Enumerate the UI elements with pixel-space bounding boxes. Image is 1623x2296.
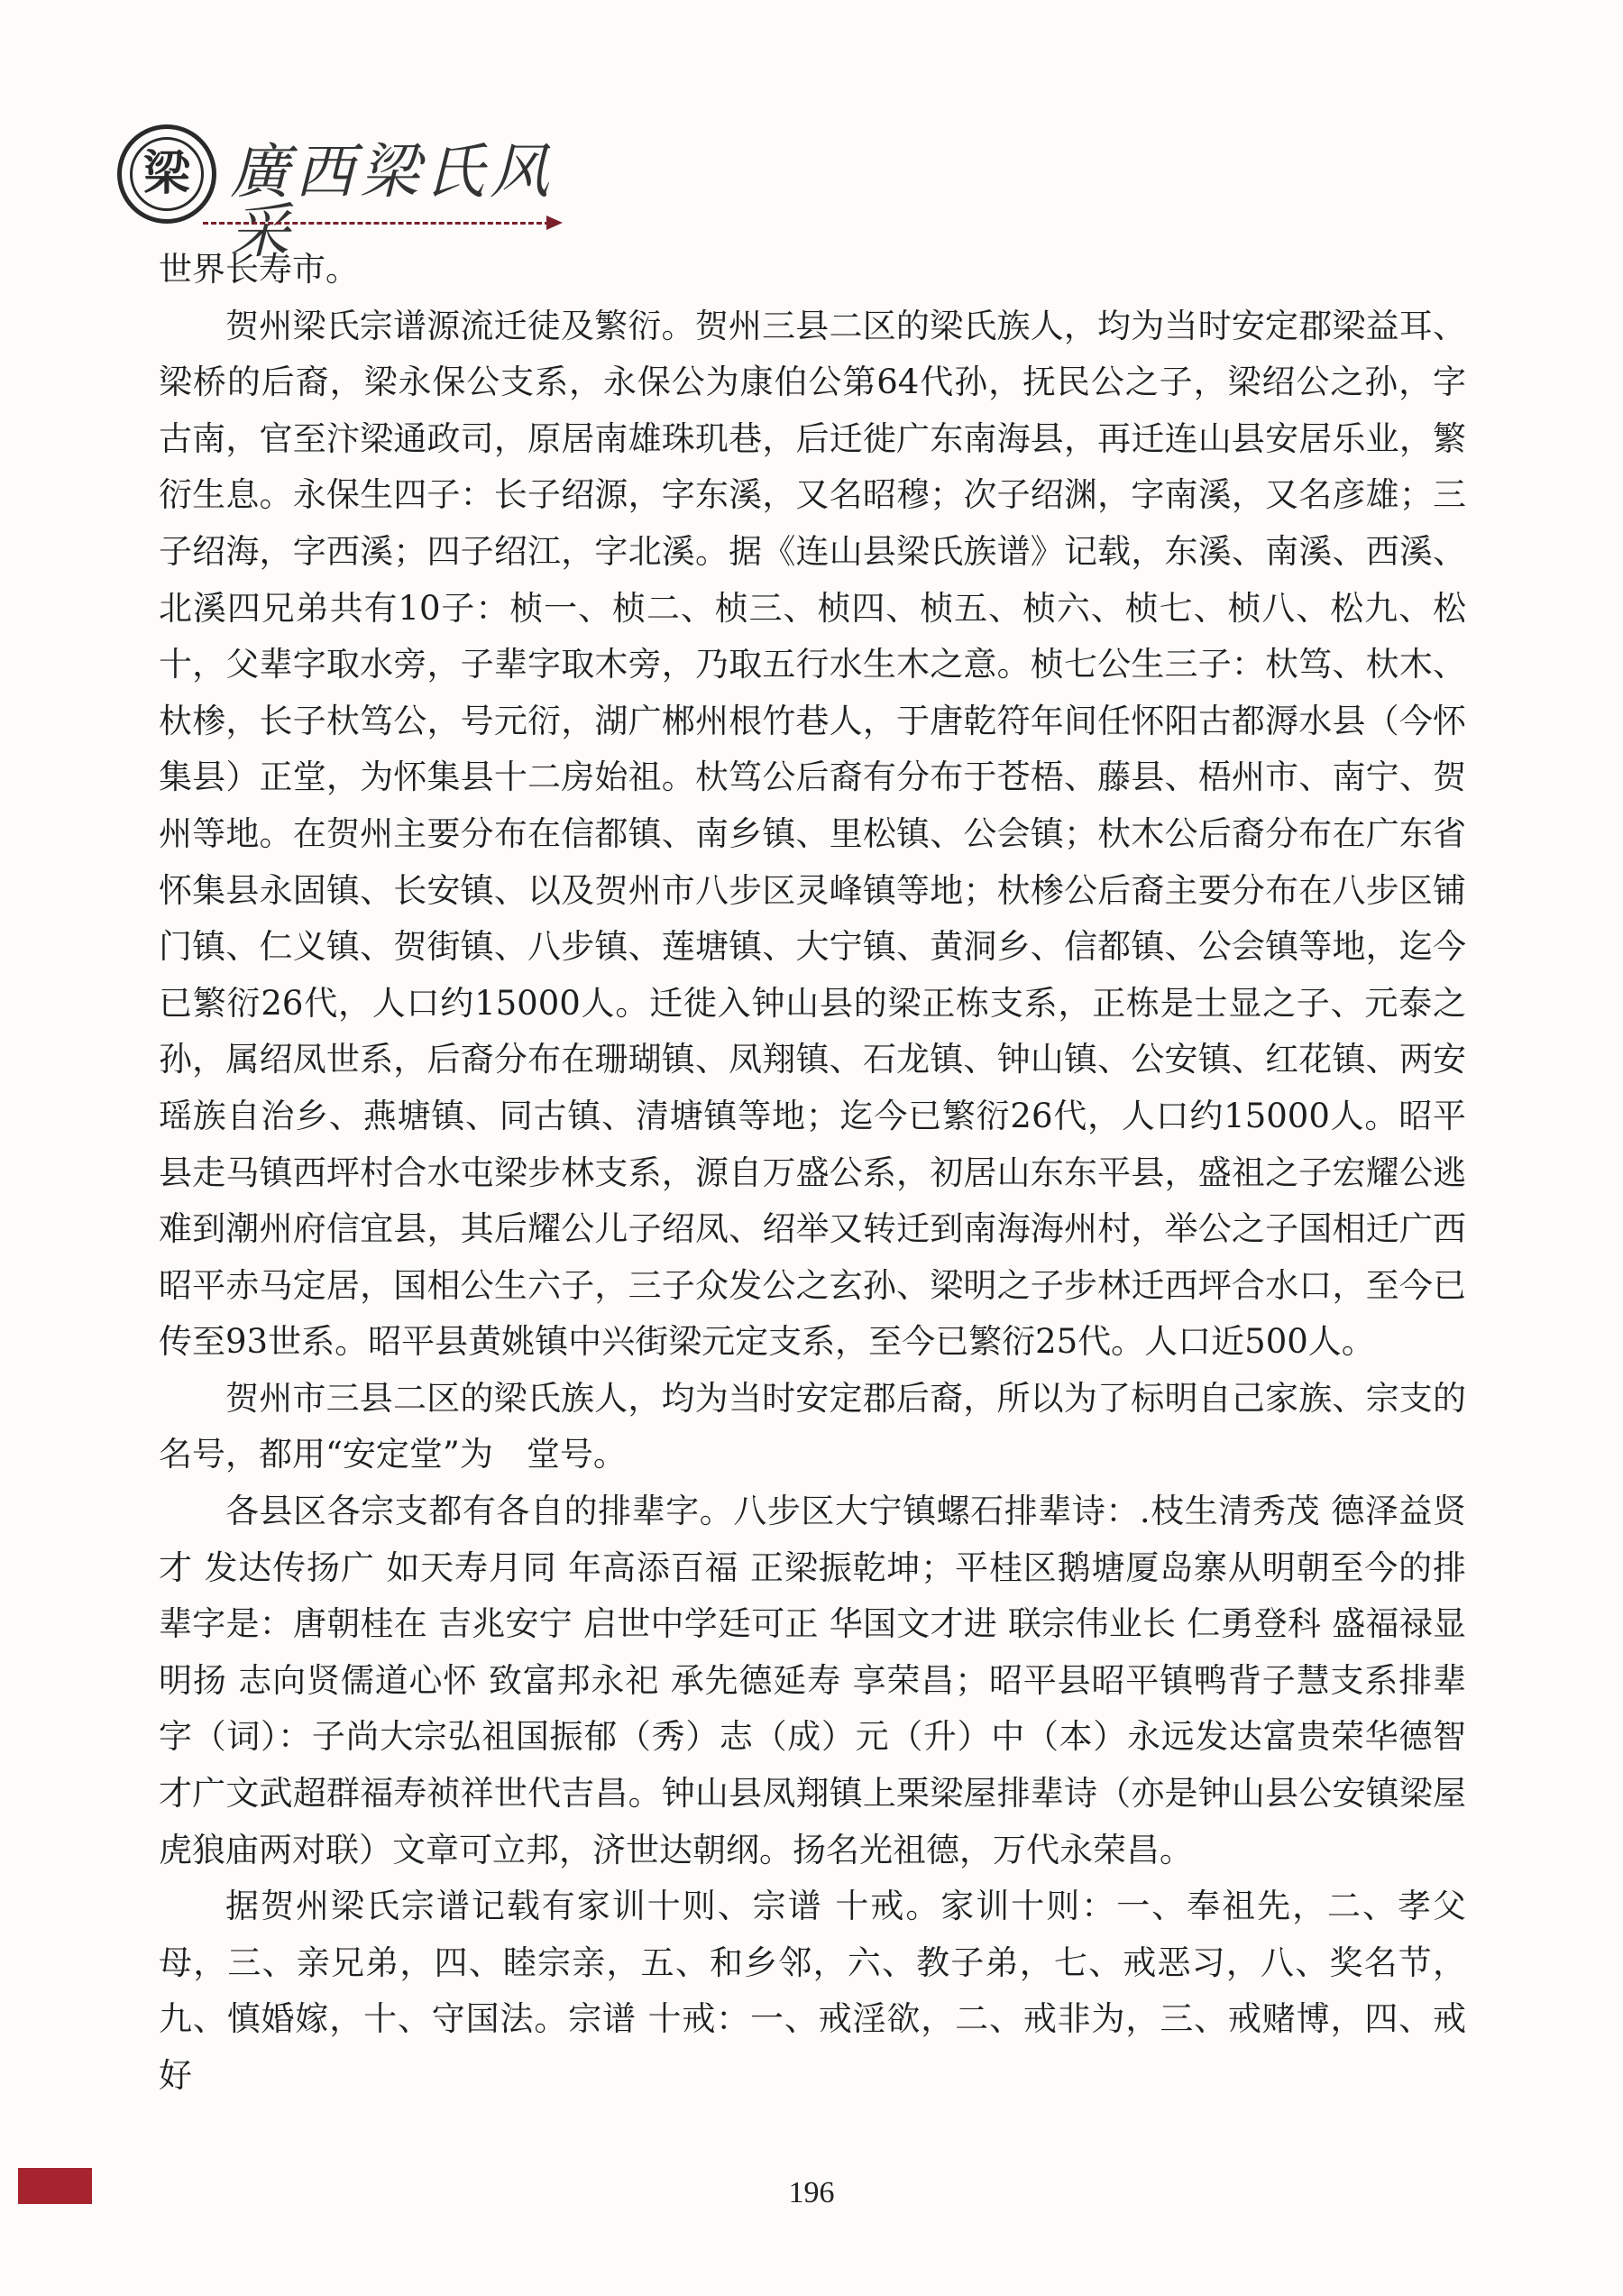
dashed-arrow-line <box>203 222 550 225</box>
paragraph-5: 据贺州梁氏宗谱记载有家训十则、宗谱 十戒。家训十则：一、奉祖先，二、孝父母，三、亲兄弟，四、睦宗亲，五、和乡邻，六、教子弟，七、戒恶习，八、奖名节，九、慎婚嫁，十、守国法。宗谱 十戒：一、戒淫欲，二、戒非为，三、戒赌博，四、戒好 <box>159 1887 1466 2095</box>
paragraph-4: 各县区各宗支都有各自的排辈字。八步区大宁镇螺石排辈诗：.枝生清秀茂 德泽益贤才 发达传扬广 如天寿月同 年高添百福 正梁振乾坤；平桂区鹅塘厦岛寨从明朝至今的排辈字是：唐朝桂在 吉兆安宁 启世中学廷可正 华国文才进 联宗伟业长 仁勇登科 盛福禄显明扬 志向贤儒道心怀 致富邦永祀 承先德延寿 享荣昌；昭平县昭平镇鸭背子慧支系排辈字（词）：子尚大宗弘祖国振郁（秀）志（成）元（升）中（本）永远发达富贵荣华德智才广文武超群福寿祯祥世代吉昌。钟山县凤翔镇上栗梁屋排辈诗（亦是钟山县公安镇梁屋虎狼庙两对联）文章可立邦，济世达朝纲。扬名光祖德，万代永荣昌。 <box>159 1492 1466 1869</box>
arrow-head-icon <box>546 216 563 230</box>
header-brand-title: 廣西梁氏风采 <box>230 137 555 266</box>
page-number: 196 <box>788 2176 835 2209</box>
body-text <box>159 242 1466 2105</box>
seal-logo-icon <box>117 124 216 224</box>
page-header <box>117 124 568 266</box>
paragraph-2: 贺州梁氏宗谱源流迁徒及繁衍。贺州三县二区的梁氏族人，均为当时安定郡梁益耳、梁桥的后裔，梁永保公支系，永保公为康伯公第64代孙，抚民公之子，梁绍公之孙，字古南，官至汴梁通政司，原居南雄珠玑巷，后迁徙广东南海县，再迁连山县安居乐业，繁衍生息。永保生四子：长子绍源，字东溪，又名昭穆；次子绍渊，字南溪，又名彦雄；三子绍海，字西溪；四子绍江，字北溪。据《连山县梁氏族谱》记载，东溪、南溪、西溪、北溪四兄弟共有10子：桢一、桢二、桢三、桢四、桢五、桢六、桢七、桢八、松九、松十，父辈字取水旁，子辈字取木旁，乃取五行水生木之意。桢七公生三子：杕笃、杕木、杕椮，长子杕笃公，号元衍，湖广郴州根竹巷人，于唐乾符年间任怀阳古都溽水县（今怀集县）正堂，为怀集县十二房始祖。杕笃公后裔有分布于苍梧、藤县、梧州市、南宁、贺州等地。在贺州主要分布在信都镇、南乡镇、里松镇、公会镇；杕木公后裔分布在广东省怀集县永固镇、长安镇、以及贺州市八步区灵峰镇等地；杕椮公后裔主要分布在八步区铺门镇、仁义镇、贺街镇、八步镇、莲塘镇、大宁镇、黄洞乡、信都镇、公会镇等地，迄今已繁衍26代，人口约15000人。迁徙入钟山县的梁正栋支系，正栋是士显之子、元泰之孙，属绍凤世系，后裔分布在珊瑚镇、凤翔镇、石龙镇、钟山镇、公安镇、红花镇、两安瑶族自治乡、燕塘镇、同古镇、清塘镇等地；迄今已繁衍26代，人口约15000人。昭平县走马镇西坪村合水屯梁步林支系，源自万盛公系，初居山东东平县，盛祖之子宏耀公逃难到潮州府信宜县，其后耀公儿子绍凤、绍举又转迁到南海海州村，举公之子国相迁广西昭平赤马定居，国相公生六子，三子众发公之玄孙、梁明之子步林迁西坪合水口，至今已传至93世系。昭平县黄姚镇中兴街梁元定支系，至今已繁衍25代。人口近500人。 <box>159 306 1466 1362</box>
seal-character: 梁 <box>130 137 204 211</box>
paragraph-1: 世界长寿市。 <box>159 250 359 289</box>
paragraph-3: 贺州市三县二区的梁氏族人，均为当时安定郡后裔，所以为了标明自己家族、宗支的名号，都用“安定堂”为 堂号。 <box>159 1378 1466 1474</box>
